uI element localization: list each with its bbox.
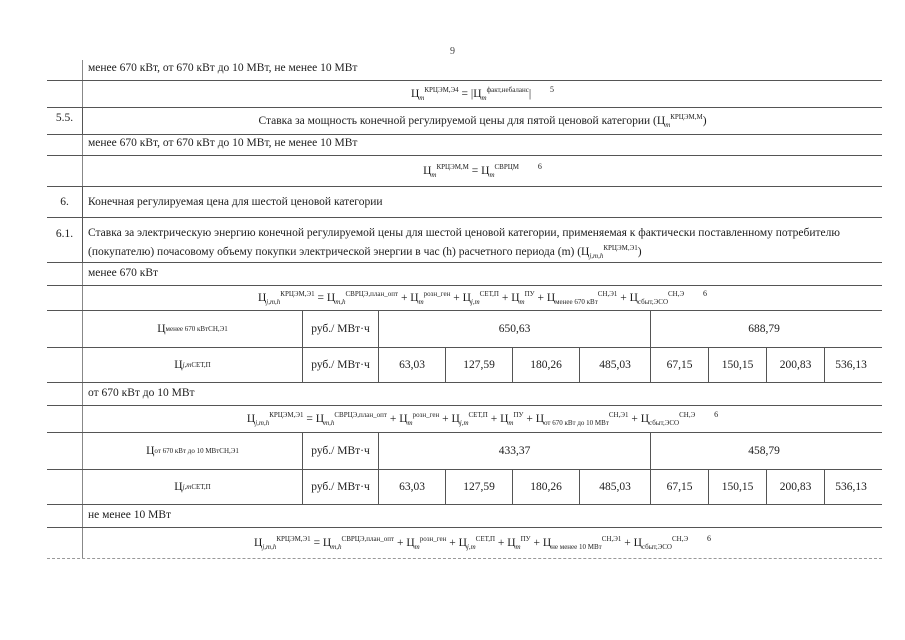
band1-set-value: 485,03 <box>580 348 651 382</box>
row-band2-set <box>47 470 882 505</box>
section-number-6: 6. <box>47 187 83 217</box>
row-band2-formula <box>47 406 882 433</box>
band1-set-value: 536,13 <box>835 359 867 371</box>
band2-set-value: 485,03 <box>580 470 651 504</box>
band2-set-value: 180,26 <box>513 470 580 504</box>
row-5-5 <box>47 108 882 135</box>
band2-set-symbol: Ц j,m СЕТ,П <box>83 470 303 504</box>
band1-label: менее 670 кВт <box>88 267 159 279</box>
band2-set-value: 200,83 <box>767 470 825 504</box>
section-number-6-1: 6.1. <box>47 218 83 262</box>
section-number-5-5: 5.5. <box>47 108 83 134</box>
row-5-5-formula <box>47 156 882 187</box>
document-table <box>47 60 882 559</box>
band2-sn-value2: 458,79 <box>748 445 780 457</box>
row-6 <box>47 187 882 218</box>
formula-band2: $Ц_{j,m,h}^{КРЦЭМ,Э1} = Ц_{m,h}^{СВРЦЭ,план\_опт} + Ц_m^{розн\_ген} + Ц_{j,m}^{СЕТ,П} + Ц_m^{ПУ} + Ц_{от 670 кВт до 10 МВт}^{СН,Э1} + Ц_{сбыт,ЭСО}^{СН,Э}$ $^6$ <box>246 410 719 428</box>
band2-sn-value1: 433,37 <box>379 433 651 469</box>
band2-set-value: 150,15 <box>709 470 767 504</box>
row-band2-sn <box>47 433 882 470</box>
section-6-title: Конечная регулируемая цена для шестой ценовой категории <box>88 196 383 208</box>
band1-set-unit: руб./ МВт·ч <box>303 348 379 382</box>
formula-band3: $Ц_{j,m,h}^{КРЦЭМ,Э1} = Ц_{m,h}^{СВРЦЭ,план\_опт} + Ц_m^{розн\_ген} + Ц_{j,m}^{СЕТ,П} + Ц_m^{ПУ} + Ц_{не менее 10 МВт}^{СН,Э1} + Ц_{сбыт,ЭСО}^{СН,Э}$ $^6$ <box>254 534 711 552</box>
row-bands-top <box>47 60 882 81</box>
band2-label: от 670 кВт до 10 МВт <box>88 387 195 399</box>
band2-set-value: 127,59 <box>446 470 513 504</box>
row-band1-label <box>47 263 882 286</box>
band2-set-unit: руб./ МВт·ч <box>303 470 379 504</box>
band1-sn-symbol: Ц менее 670 кВт СН,Э1 <box>83 311 303 347</box>
band3-label: не менее 10 МВт <box>88 509 172 521</box>
section-5-5-title: Ставка за мощность конечной регулируемой цены для пятой ценовой категории $(Ц_m^{КРЦЭМ,М})$ <box>258 112 707 130</box>
band1-set-value: 150,15 <box>709 348 767 382</box>
band1-set-symbol: Ц j,m СЕТ,П <box>83 348 303 382</box>
band1-set-value: 67,15 <box>651 348 709 382</box>
band1-sn-value1: 650,63 <box>379 311 651 347</box>
bands-text: менее 670 кВт, от 670 кВт до 10 МВт, не менее 10 МВт <box>88 62 358 74</box>
row-band1-sn <box>47 311 882 348</box>
row-5-5-bands <box>47 135 882 156</box>
formula-e4: $Ц_m^{КРЦЭМ,Э4} = |Ц_m^{факт,небаланс}|$ $^5$ <box>410 85 555 103</box>
band2-set-value: 63,03 <box>379 470 446 504</box>
band1-set-value: 63,03 <box>379 348 446 382</box>
row-6-1 <box>47 218 882 263</box>
band1-set-value: 200,83 <box>767 348 825 382</box>
formula-5-5: $Ц_m^{КРЦЭМ,М} = Ц_m^{СВРЦМ}$ $^6$ <box>423 162 542 180</box>
section-6-1-title: Ставка за электрическую энергию конечной регулируемой цены для шестой ценовой категории, применяемая к фактически поставленному потребителю (покупателю) почасовому объему покупки электрической энергии в час (h) расчетного периода (m) $(Ц_{j,m,h}^{КРЦЭМ,Э1})$ <box>88 227 840 261</box>
band2-sn-unit: руб./ МВт·ч <box>303 433 379 469</box>
band1-set-value: 180,26 <box>513 348 580 382</box>
row-band3-formula <box>47 528 882 559</box>
row-band3-label <box>47 505 882 528</box>
page-number: 9 <box>450 46 455 57</box>
band2-set-value: 67,15 <box>651 470 709 504</box>
band2-sn-symbol: Ц от 670 кВт до 10 МВт СН,Э1 <box>83 433 303 469</box>
band2-set-value: 536,13 <box>835 481 867 493</box>
band1-sn-unit: руб./ МВт·ч <box>303 311 379 347</box>
row-band1-formula <box>47 286 882 311</box>
row-band2-label <box>47 383 882 406</box>
row-formula-e4 <box>47 81 882 108</box>
formula-band1: $Ц_{j,m,h}^{КРЦЭМ,Э1} = Ц_{m,h}^{СВРЦЭ,план\_опт} + Ц_m^{розн\_ген} + Ц_{j,m}^{СЕТ,П} + Ц_m^{ПУ} + Ц_{менее 670 кВт}^{СН,Э1} + Ц_{сбыт,ЭСО}^{СН,Э}$ $^6$ <box>257 289 707 307</box>
row-band1-set <box>47 348 882 383</box>
band1-sn-value2: 688,79 <box>748 323 780 335</box>
band1-set-value: 127,59 <box>446 348 513 382</box>
section-5-5-bands-text: менее 670 кВт, от 670 кВт до 10 МВт, не менее 10 МВт <box>88 137 358 149</box>
